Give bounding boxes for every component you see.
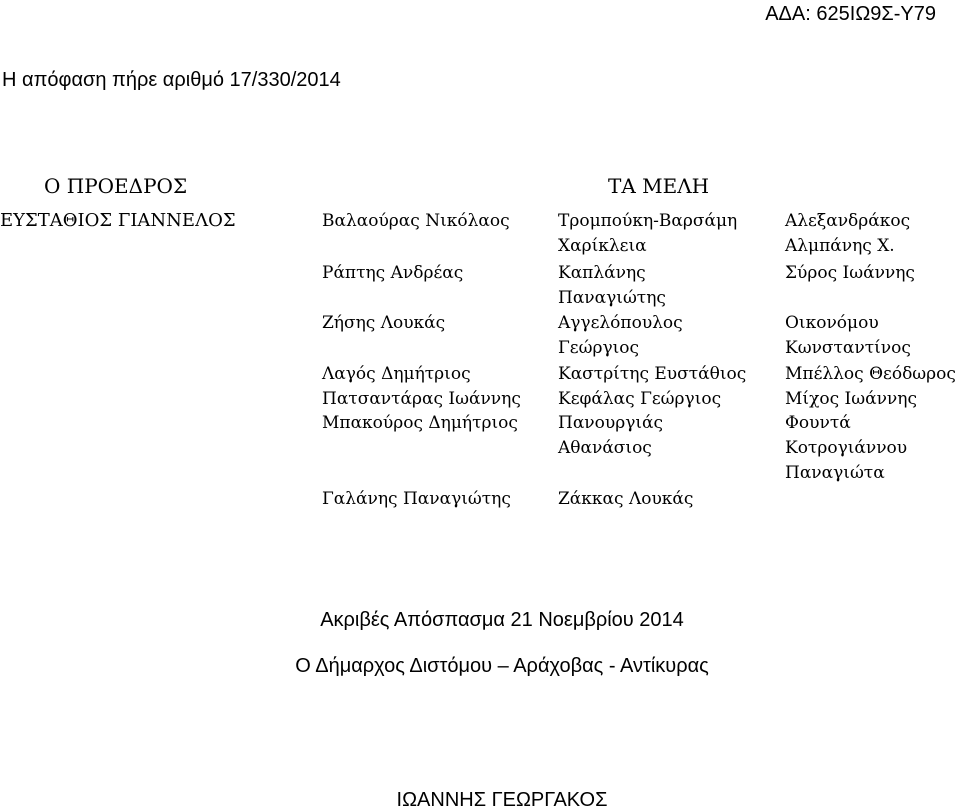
member-name: Φουντά	[785, 413, 851, 433]
member-name: Παναγιώτα	[785, 463, 885, 483]
member-name: Καπλάνης	[558, 263, 646, 283]
member-name: Αλεξανδράκος	[785, 211, 911, 231]
member-name: Κοτρογιάννου	[785, 438, 908, 458]
member-name: Χαρίκλεια	[558, 236, 647, 256]
member-name: Πανουργιάς	[558, 413, 664, 433]
member-name: Λαγός Δημήτριος	[322, 364, 471, 384]
member-name: Αγγελόπουλος	[558, 313, 683, 333]
member-name: Γεώργιος	[558, 338, 640, 358]
member-name: Ζάκκας Λουκάς	[558, 489, 694, 509]
member-name: Κωνσταντίνος	[785, 338, 911, 358]
signatory-name: ΙΩΑΝΝΗΣ ΓΕΩΡΓΑΚΟΣ	[396, 789, 608, 811]
ada-value: 625ΙΩ9Σ-Υ79	[816, 3, 936, 25]
member-name: Αθανάσιος	[558, 438, 652, 458]
member-name: Μπακούρος Δημήτριος	[322, 413, 518, 433]
member-name: Οικονόμου	[785, 313, 879, 333]
member-name: Γαλάνης Παναγιώτης	[322, 489, 511, 509]
members-heading: ΤΑ ΜΕΛΗ	[608, 174, 710, 198]
certified-copy-line: Ακριβές Απόσπασμα 21 Νοεμβρίου 2014	[320, 609, 684, 631]
member-name: Αλμπάνης Χ.	[785, 236, 895, 256]
member-name: Καστρίτης Ευστάθιος	[558, 364, 747, 384]
decision-number-text: Η απόφαση πήρε αριθμό 17/330/2014	[2, 69, 341, 91]
president-name: ΕΥΣΤΑΘΙΟΣ ΓΙΑΝΝΕΛΟΣ	[0, 210, 236, 231]
member-name: Ζήσης Λουκάς	[322, 313, 446, 333]
member-name: Μπέλλος Θεόδωρος	[785, 364, 956, 384]
member-name: Σύρος Ιωάννης	[785, 263, 915, 283]
member-name: Μίχος Ιωάννης	[785, 389, 917, 409]
mayor-title: Ο Δήμαρχος Διστόμου – Αράχοβας - Αντίκυρας	[295, 655, 709, 677]
member-name: Κεφάλας Γεώργιος	[558, 389, 722, 409]
ada-prefix: ΑΔΑ:	[765, 3, 811, 25]
ada-code	[765, 4, 936, 24]
member-name: Πατσαντάρας Ιωάννης	[322, 389, 521, 409]
member-name: Βαλαούρας Νικόλαος	[322, 211, 510, 231]
member-name: Παναγιώτης	[558, 288, 666, 308]
member-name: Ράπτης Ανδρέας	[322, 263, 464, 283]
member-name: Τρομπούκη-Βαρσάμη	[558, 211, 738, 231]
president-heading: Ο ΠΡΟΕΔΡΟΣ	[44, 174, 188, 198]
